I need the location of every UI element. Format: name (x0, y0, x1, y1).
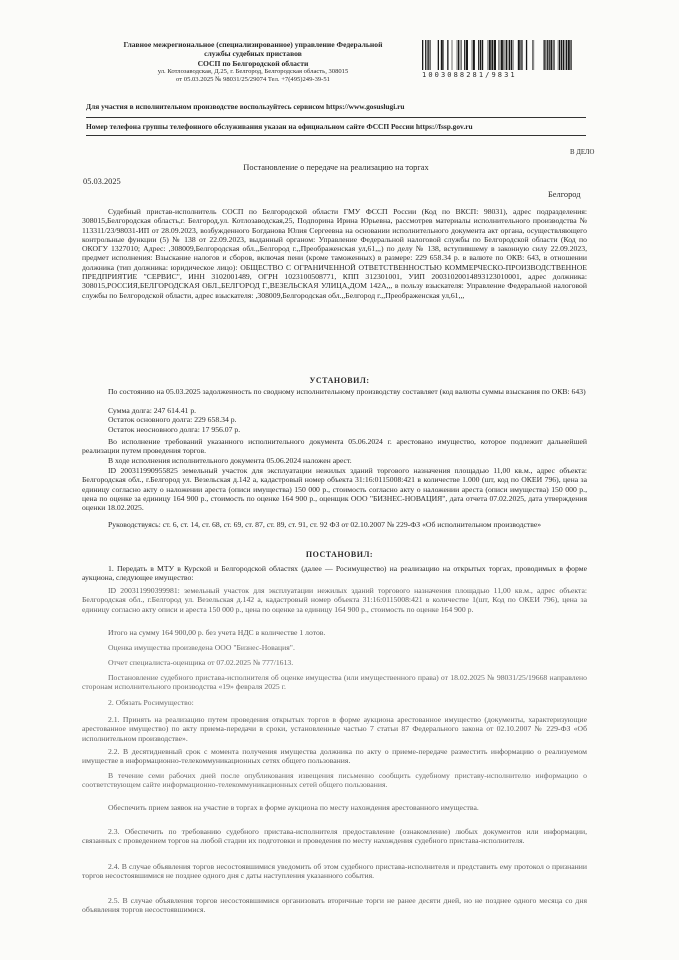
debt-summary (108, 406, 240, 434)
barcode-bar (427, 40, 428, 70)
issuer-line-2: службы судебных приставов (204, 49, 302, 59)
barcode-bar (489, 40, 491, 70)
ustanovil-paragraph-3: В ходе исполнения исполнительного документа 05.06.2024 наложен арест. (108, 456, 352, 465)
intro-paragraph: Судебный пристав-исполнитель СОСП по Белгородской области ГМУ ФССП России (Код по ВКСП: 98031), адрес подразделения: 308015,Белгородская область,г. Белгород,ул. Котлозаводская,25, Подпорина Ирина Юрьевна, рассмотрев материалы исполнительного производства № 113311/23/98031-ИП от 28.09.2023, возбужденного Богданова Юлия Сергеевна на основании исполнительного документа акт органа, осуществляющего контрольные функции (5) № 138 от 22.09.2023, выданный органом: Управление Федеральной налоговой службы по Белгородской области (Код по ОКОГУ 1327010; Адрес: ,308009,Белгородская обл.,,Белгород г.,,Преображенская ул,61,,,) по делу № 138, вступившему в законную силу 22.09.2023, предмет исполнения: Взыскание налогов и сборов, включая пени (кроме таможенных) в размере: 229 658.34 р. в валюте по ОКВ: 643, в отношении должника (тип должника: юридическое лицо): ОБЩЕСТВО С ОГРАНИЧЕННОЙ ОТВЕТСТВЕННОСТЬЮ КОММЕРЧЕСКО-ПРОИЗВОДСТВЕННОЕ ПРЕДПРИЯТИЕ "СЕРВИС", ИНН 3102001489, ОГРН 1023100508771, КПП 312301001, УИП 20031020014893123010001, адрес должника: 308015,РОССИЯ,БЕЛГОРОДСКАЯ ОБЛ.,БЕЛГОРОД Г.,ВЕЗЕЛЬСКАЯ УЛИЦА,ДОМ 142А,,, в пользу взыскателя: Управление Федеральной налоговой службы по Белгородской области, адрес взыскателя: ,308009,Белгородская обл.,,Белгород г.,,Преображенская ул,61,,, (82, 207, 587, 300)
barcode-bar (566, 40, 567, 70)
barcode-bar (509, 40, 510, 70)
postanovil-paragraph-3: Итого на сумму 164 900,00 р. без учета НДС в количестве 1 лотов. (108, 628, 326, 637)
document-city: Белгород (548, 190, 581, 199)
barcode-number: 1003088281/9831 (422, 71, 517, 79)
barcode-bar (425, 40, 426, 70)
barcode-bar (559, 40, 560, 70)
barcode-bar (443, 40, 444, 70)
barcode-bar (494, 40, 496, 70)
barcode-bar (550, 40, 552, 70)
barcode-bar (544, 40, 545, 70)
gosuslugi-notice: Для участия в исполнительном производстве воспользуйтесь сервисом https://www.gosuslugi.ru (86, 102, 405, 111)
barcode-bar (522, 40, 523, 70)
barcode-bar (430, 40, 431, 70)
barcode-bar (565, 40, 566, 70)
debt-total: Сумма долга: 247 614.41 р. (108, 406, 197, 415)
document-date: 05.03.2025 (83, 177, 121, 186)
barcode-bar (501, 40, 503, 70)
postanovil-paragraph-14: 2.5. В случае объявления торгов несостоявшимися организовать вторичные торги не ранее десяти дней, но не позднее одного месяца со дня объявления торгов несостоявшимися. (82, 896, 587, 915)
barcode-bar (482, 40, 483, 70)
barcode-bar (441, 40, 443, 70)
barcode-block (418, 40, 578, 79)
debt-other: Остаток неосновного долга: 17 956.07 р. (108, 424, 241, 434)
barcode-bar (518, 40, 520, 70)
postanovil-paragraph-13: 2.4. В случае объявления торгов несостоявшимися уведомить об этом судебного пристава-исполнителя и представить ему протокол о признании торгов несостоявшимися не позднее одного дня с даты наступления указанного события. (82, 862, 587, 881)
barcode-bar (568, 40, 570, 70)
barcode-bar (553, 40, 554, 70)
hotline-notice: Номер телефона группы телефонного обслуживания указан на официальном сайте ФССП России https://fssp.gov.ru (86, 117, 586, 136)
barcode-bar (447, 40, 448, 70)
postanovil-paragraph-10: В течение семи рабочих дней после опубликования извещения письменно сообщить судебному приставу-исполнителю информацию о соответствующем сайте информационно-телекоммуникационных сетей общего пользования. (82, 771, 587, 790)
barcode-bar (472, 40, 473, 70)
postanovil-paragraph-5: Отчет специалиста-оценщика от 07.02.2025 № 777/1613. (108, 658, 294, 667)
postanovil-paragraph-6: Постановление судебного пристава-исполнителя об оценке имущества (или имущественного права) от 18.02.2025 № 98031/25/19668 направлено сторонам исполнительного производства «19» февраля 2025 г. (82, 673, 587, 692)
barcode-bar (458, 40, 459, 70)
barcode-icon (422, 40, 572, 70)
issuer-line-1: Главное межрегиональное (специализированное) управление Федеральной (123, 40, 383, 49)
barcode-bar (534, 40, 535, 70)
postanovil-paragraph-7: 2. Обязать Росимущество: (108, 698, 194, 707)
barcode-bar (466, 40, 468, 70)
ustanovil-paragraph-4: ID 200311990955825 земельный участок для эксплуатации нежилых зданий торгового назначения площадью 11,00 кв.м., адрес объекта: Белгородская обл., г.Белгород ул. Везельская д.142 а, кадастровый номер объекта 31:16:0115008:421 в количестве 1.000 (шт, код по ОКЕИ 796), цена за единицу согласно акту о наложении ареста (описи имущества) 150 000 р., стоимость согласно акту о наложении ареста (описи имущества) 150 000 р., цена по оценке за единицу 164 900 р., стоимость по оценке 164 900 р., оценщик ООО "БИЗНЕС-НОВАЦИЯ", дата отчета 07.02.2025, дата утверждения оценки 18.02.2025. (82, 466, 587, 513)
barcode-bar (561, 40, 562, 70)
barcode-bar (532, 40, 533, 70)
file-mark: В ДЕЛО (570, 149, 595, 156)
barcode-bar (422, 40, 423, 70)
postanovil-paragraph-12: 2.3. Обеспечить по требованию судебного пристава-исполнителя предоставление (ознакомление) любых документов или информации, связанных с проведением торгов на любой стадии их подготовки и проведения по месту нахождения судебного пристава-исполнителя. (82, 827, 587, 846)
postanovil-paragraph-8: 2.1. Принять на реализацию путем проведения открытых торгов в форме аукциона арестованное имущество (документы, характеризующие арестованное имущество) по акту приема-передачи в сроки, установленные частью 7 статьи 87 Федерального закона от 02.10.2007 № 229-ФЗ «Об исполнительном производстве». (82, 715, 587, 743)
ustanovil-paragraph-1: По состоянию на 05.03.2025 задолженность по сводному исполнительному производству составляет (код валюты суммы взыскания по ОКВ: 643) (108, 387, 586, 396)
barcode-bar (428, 40, 429, 70)
barcode-bar (464, 40, 465, 70)
document-title: Постановление о передаче на реализацию на торгах (243, 163, 429, 172)
issuer-header (88, 40, 418, 84)
barcode-bar (563, 40, 564, 70)
barcode-bar (549, 40, 550, 70)
barcode-bar (511, 40, 512, 70)
barcode-bar (547, 40, 548, 70)
barcode-bar (545, 40, 546, 70)
barcode-bar (452, 40, 453, 70)
ustanovil-heading: УСТАНОВИЛ: (309, 376, 370, 385)
postanovil-paragraph-2: ID 200311990399981: земельный участок для эксплуатации нежилых зданий торгового назначения площадью 11,00 кв.м., адрес объекта: Белгородская обл., г.Белгород ул. Везельская д.142 а, кадастровый номер объекта 31:16:0115008:421 в количестве 1(шт, Код по ОКЕИ 796), цена за единицу согласно акту описи и ареста 150 000 р., цена по оценке за единицу 164 900 р., стоимость по оценке 164 900 р. (82, 586, 587, 614)
postanovil-heading: ПОСТАНОВИЛ: (305, 550, 374, 559)
barcode-bar (499, 40, 500, 70)
barcode-bar (506, 40, 507, 70)
issuer-reference: от 05.03.2025 № 98031/25/29074 Тел. +7(495)249-39-51 (176, 76, 330, 84)
barcode-bar (478, 40, 479, 70)
ustanovil-paragraph-2: Во исполнение требований указанного исполнительного документа 05.06.2024 г. арестовано имущество, которое подлежит дальнейшей реализации путем проведения торгов. (82, 437, 587, 456)
issuer-line-3: СОСП по Белгородской области (197, 58, 309, 68)
postanovil-paragraph-11: Обеспечить прием заявок на участие в торгах в форме аукциона по месту нахождения арестованного имущества. (108, 803, 479, 812)
barcode-bar (491, 40, 493, 70)
barcode-bar (457, 40, 458, 70)
barcode-bar (558, 40, 559, 70)
barcode-bar (508, 40, 509, 70)
barcode-bar (570, 40, 571, 70)
barcode-bar (488, 40, 489, 70)
barcode-bar (480, 40, 481, 70)
barcode-bar (513, 40, 514, 70)
barcode-bar (526, 40, 527, 70)
debt-main: Остаток основного долга: 229 658.34 р. (108, 415, 237, 425)
postanovil-paragraph-9: 2.2. В десятидневный срок с момента получения имущества должника по акту о приеме-передаче разместить информацию о реализуемом имуществе в информационно-телекоммуникационных сетях общего пользования. (82, 747, 587, 766)
barcode-bar (554, 40, 555, 70)
postanovil-paragraph-1: 1. Передать в МТУ в Курской и Белгородской областях (далее — Росимущество) на реализацию на открытых торгах, проводимых в форме аукциона, следующее имущество: (82, 564, 587, 583)
barcode-bar (438, 40, 439, 70)
barcode-bar (460, 40, 461, 70)
barcode-bar (473, 40, 475, 70)
ustanovil-paragraph-5: Руководствуясь: ст. 6, ст. 14, ст. 68, ст. 69, ст. 87, ст. 89, ст. 91, ст. 92 ФЗ от 02.10.2007 № 229-ФЗ «Об исполнительном производстве» (108, 520, 542, 529)
barcode-bar (504, 40, 505, 70)
barcode-bar (500, 40, 501, 70)
barcode-bar (520, 40, 521, 70)
barcode-bar (505, 40, 506, 70)
barcode-bar (461, 40, 462, 70)
issuer-address: ул. Котлозаводская, Д.25, г. Белгород, Белгородская область, 308015 (157, 68, 349, 76)
postanovil-paragraph-4: Оценка имущества произведена ООО "Бизнес-Новация". (108, 643, 295, 652)
